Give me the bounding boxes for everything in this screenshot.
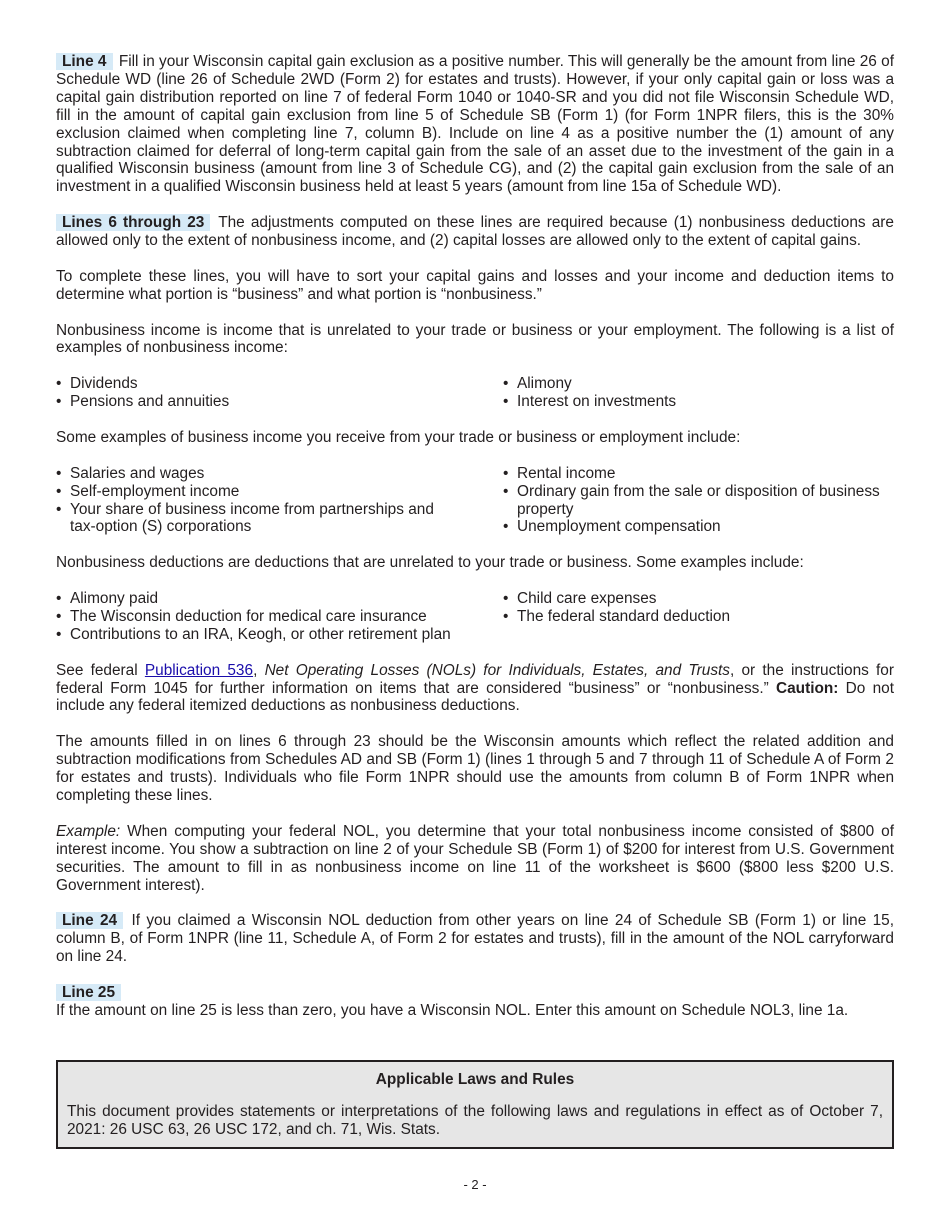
- publication-536-link[interactable]: Publication 536: [144, 661, 254, 679]
- sort-paragraph: To complete these lines, you will have to sort your capital gains and losses and your income and deduction items to determine what portion is “business” and what portion is “nonbusiness.”: [56, 267, 894, 303]
- business-income-list-right: [503, 465, 894, 537]
- example-paragraph: [56, 823, 894, 895]
- nonbusiness-income-list: [56, 375, 894, 411]
- applicable-laws-title: Applicable Laws and Rules: [375, 1070, 575, 1088]
- list-item: • Pensions and annuities: [56, 393, 503, 411]
- list-item: • Alimony: [503, 375, 894, 393]
- list-item: • The Wisconsin deduction for medical care insurance: [56, 608, 503, 626]
- example-label: Example:: [56, 822, 121, 840]
- lines6to23-paragraph: [56, 214, 894, 250]
- see-federal-paragraph: See federal Publication 536, Net Operating Losses (NOLs) for Individuals, Estates, and Trusts, or the instructions for federal Form 1045 for further information on items that are considered “business” or “nonbusiness.” Caution: Do not include any federal itemized deductions as nonbusiness deductions.: [56, 661, 894, 715]
- list-item: • Interest on investments: [503, 393, 894, 411]
- line25-paragraph: [56, 984, 894, 1020]
- publication-title: Net Operating Losses (NOLs) for Individuals, Estates, and Trusts: [264, 661, 730, 679]
- see-federal-middle: , or the instructions for federal Form 1045 for further information on items that are considered “business” or “nonbusiness.”: [56, 661, 894, 697]
- nonbusiness-deductions-list-left: [56, 590, 503, 644]
- business-income-list-left: [56, 465, 503, 537]
- business-income-list: [56, 465, 894, 537]
- line4-label: Line 4: [56, 53, 113, 70]
- caution-label: Caution:: [776, 679, 839, 697]
- list-item: • Contributions to an IRA, Keogh, or other retirement plan: [56, 626, 503, 644]
- list-item: • Salaries and wages: [56, 465, 503, 483]
- example-text: When computing your federal NOL, you determine that your total nonbusiness income consisted of $800 of interest income. You show a subtraction on line 2 of your Schedule SB (Form 1) of $200 for interest from U.S. Government securities. The amount to fill in as nonbusiness income on line 11 of the worksheet is $600 ($800 less $200 U.S. Government interest).: [56, 822, 894, 894]
- nonbusiness-income-list-right: [503, 375, 894, 411]
- line4-text: Fill in your Wisconsin capital gain exclusion as a positive number. This will generally be the amount from line 26 of Schedule WD (line 26 of Schedule 2WD (Form 2) for estates and trusts). However, if your only capital gain or loss was a capital gain distribution reported on line 7 of federal Form 1040 or 1040-SR and you did not file Wisconsin Schedule WD, fill in the amount of capital gain exclusion from line 5 of Schedule SB (Form 1) (for Form 1NPR filers, this is the 30% exclusion claimed when completing line 7, column B). Include on line 4 as a positive number the (1) amount of any subtraction claimed for deferral of long-term capital gain from the sale of an asset due to the investment of the gain in a qualified Wisconsin business (amount from line 3 of Schedule CG), and (2) the capital gain exclusion from the sale of an investment in a qualified Wisconsin business held at least 5 years (amount from line 15a of Schedule WD).: [56, 53, 894, 196]
- list-item: • The federal standard deduction: [503, 608, 894, 626]
- applicable-laws-box: [56, 1060, 894, 1150]
- line25-label: Line 25: [56, 984, 121, 1001]
- list-item: • Dividends: [56, 375, 503, 393]
- nonbusiness-deductions-paragraph: Nonbusiness deductions are deductions that are unrelated to your trade or business. Some examples include:: [56, 554, 804, 572]
- lines6to23-label: Lines 6 through 23: [56, 214, 210, 231]
- page-content: [56, 53, 894, 1149]
- list-item: • Unemployment compensation: [503, 518, 894, 536]
- line24-label: Line 24: [56, 912, 123, 929]
- line4-paragraph: [56, 53, 894, 196]
- nonbusiness-deductions-list: [56, 590, 894, 644]
- list-item: • Your share of business income from partnerships and tax-option (S) corporations: [56, 501, 503, 537]
- nonbusiness-deductions-list-right: [503, 590, 894, 644]
- see-federal-prefix: See federal: [56, 661, 138, 679]
- list-item: • Ordinary gain from the sale or disposition of business property: [503, 483, 894, 519]
- nonbusiness-income-paragraph: Nonbusiness income is income that is unrelated to your trade or business or your employment. The following is a list of examples of nonbusiness income:: [56, 321, 894, 357]
- line24-paragraph: [56, 912, 894, 966]
- list-item: • Rental income: [503, 465, 894, 483]
- amounts-paragraph: The amounts filled in on lines 6 through 23 should be the Wisconsin amounts which reflect the related addition and subtraction modifications from Schedules AD and SB (Form 1) (lines 1 through 5 and 7 through 11 of Schedule A of Form 2 for estates and trusts). Individuals who file Form 1NPR should use the amounts from column B of Form 1NPR when completing these lines.: [56, 733, 894, 804]
- lines6to23-text: The adjustments computed on these lines are required because (1) nonbusiness deductions are allowed only to the extent of nonbusiness income, and (2) capital losses are allowed only to the extent of capital gains.: [56, 214, 894, 250]
- list-item: • Alimony paid: [56, 590, 503, 608]
- line24-text: If you claimed a Wisconsin NOL deduction from other years on line 24 of Schedule SB (Form 1) or line 15, column B, of Form 1NPR (line 11, Schedule A, of Form 2 for estates and trusts), fill in the amount of the NOL carryforward on line 24.: [56, 912, 894, 966]
- applicable-laws-text: This document provides statements or interpretations of the following laws and regulations in effect as of October 7, 2021: 26 USC 63, 26 USC 172, and ch. 71, Wis. Stats.: [67, 1102, 883, 1138]
- list-item: • Child care expenses: [503, 590, 894, 608]
- caution-text: Do not include any federal itemized deductions as nonbusiness deductions.: [56, 679, 894, 715]
- page-number: - 2 -: [463, 1177, 487, 1192]
- line25-text: If the amount on line 25 is less than zero, you have a Wisconsin NOL. Enter this amount on Schedule NOL3, line 1a.: [56, 1001, 849, 1019]
- business-income-paragraph: Some examples of business income you receive from your trade or business or employment include:: [56, 428, 741, 446]
- list-item: • Self-employment income: [56, 483, 503, 501]
- nonbusiness-income-list-left: [56, 375, 503, 411]
